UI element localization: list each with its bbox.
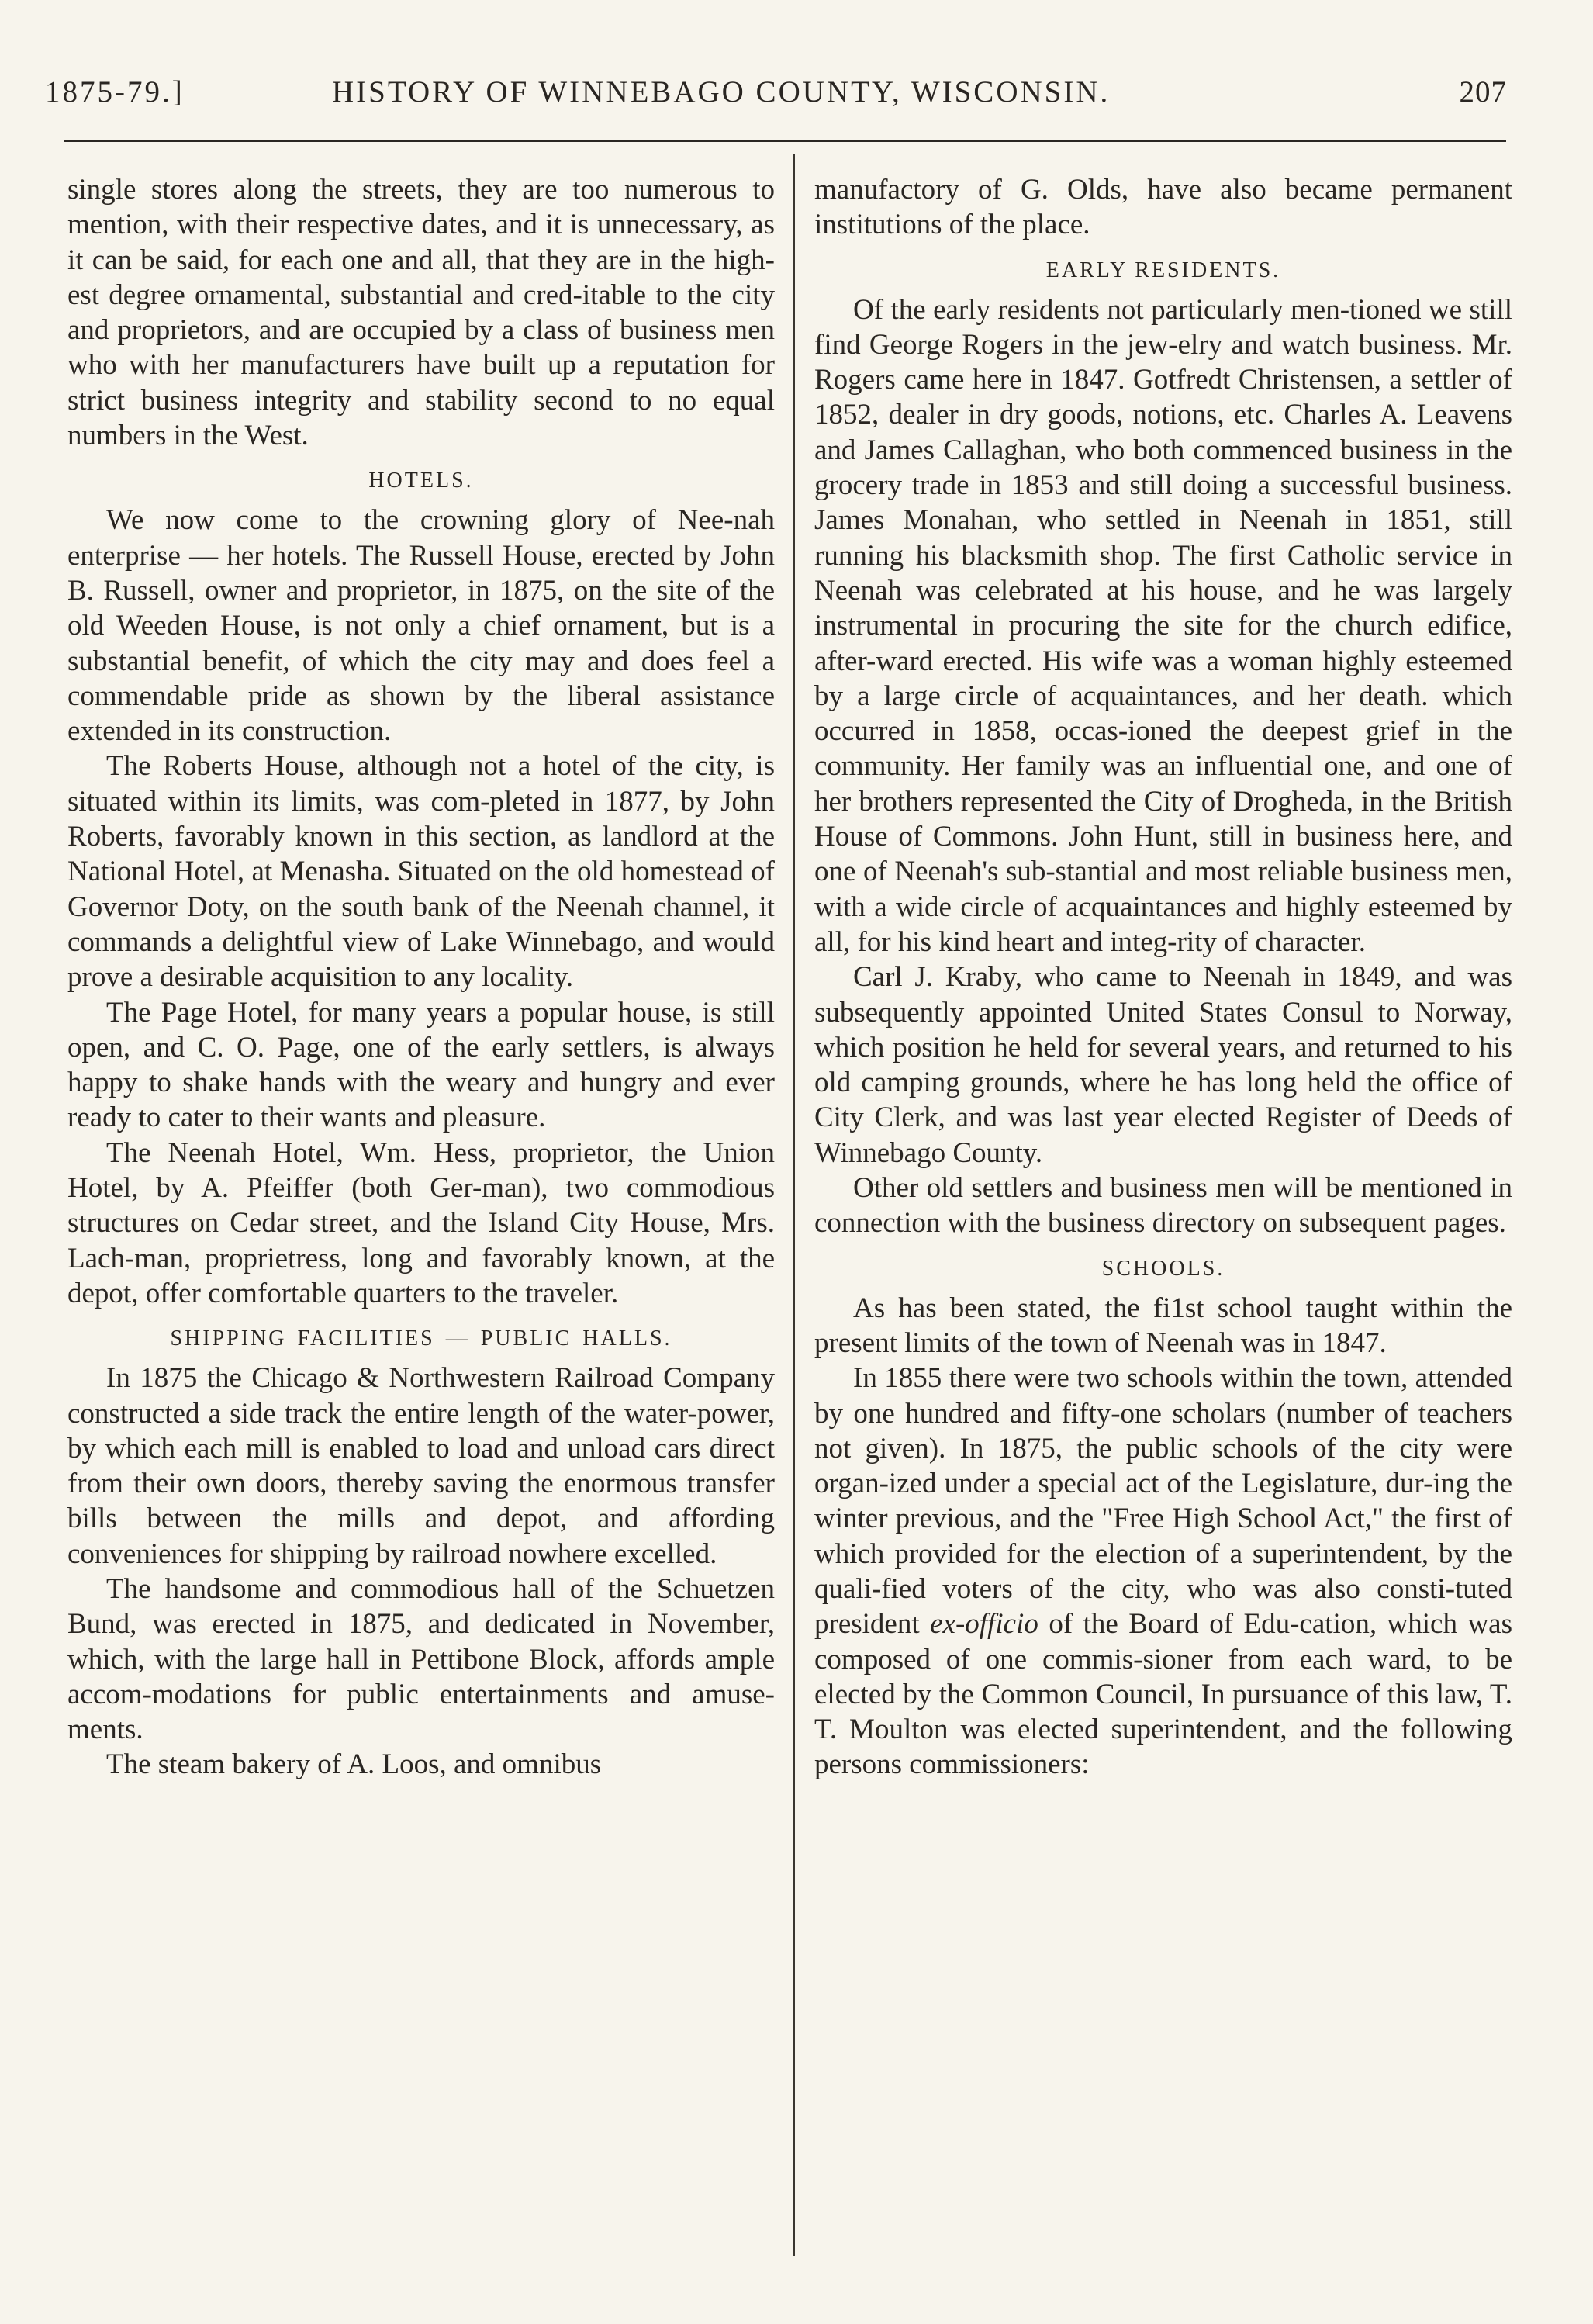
paragraph: The handsome and commodious hall of the Schuetzen Bund, was erected in 1875, and dedicated in November, which, with the large hall in Pettibone Block, affords ample accom-modations for public entertainments and amuse-ments. (67, 1572, 775, 1746)
paragraph: single stores along the streets, they are too numerous to mention, with their respective dates, and it is unnecessary, as it can be said, for each one and all, that they are in the high-est degree ornamental, substantial and cred-itable to the city and proprietors, and are occupied by a class of business men who with her manufacturers have built up a reputation for strict business integrity and stability second to no equal numbers in the West. (67, 174, 775, 452)
paragraph: The Roberts House, although not a hotel of the city, is situated within its limits, was com-pleted in 1877, by John Roberts, favorably known in this section, as landlord at the National Hotel, at Menasha. Situated on the old homestead of Governor Doty, on the south bank of the Neenah channel, it commands a delightful view of Lake Winnebago, and would prove a desirable acquisition to any locality. (67, 750, 775, 994)
paragraph: In 1875 the Chicago & Northwestern Railroad Company constructed a side track the entire length of the water-power, by which each mill is enabled to load and unload cars direct from their own doors, thereby saving the enormous transfer bills between the mills and depot, and affording conveniences for shipping by railroad nowhere excelled. (67, 1362, 775, 1570)
paragraph: The Neenah Hotel, Wm. Hess, proprietor, the Union Hotel, by A. Pfeiffer (both Ger-man), two commodious structures on Cedar street, and the Island City House, Mrs. Lach-man, proprietress, long and favorably known, at the depot, offer comfortable quarters to the traveler. (67, 1136, 775, 1309)
text-run: of the Board of Edu-cation, which was composed of one commis-sioner from each ward, to be elected by the Common Council, In pursuance of this law, T. T. Moulton was elected superintendent, and the following persons commissioners: (814, 1608, 1513, 1781)
section-heading-schools: SCHOOLS. (1101, 1256, 1225, 1281)
text-run: In 1855 there were two schools within the town, attended by one hundred and fifty-one scholars (number of teachers not given). In 1875, the public schools of the city were organ-ized under a special act of the Legislature, dur-ing the winter previous, and the "Free High School Act," the first of which provided for the election of a superintendent, by the quali-fied voters of the city, who was also consti-tuted president (814, 1362, 1512, 1641)
page-header (45, 74, 1515, 121)
column-divider (793, 154, 795, 2256)
left-column (67, 172, 775, 1783)
section-heading-early-residents: EARLY RESIDENTS. (1045, 258, 1281, 282)
section-heading-hotels: HOTELS. (368, 469, 474, 493)
paragraph: Other old settlers and business men will be mentioned in connection with the business directory on subsequent pages. (814, 1172, 1512, 1240)
header-rule (64, 140, 1506, 142)
paragraph: The Page Hotel, for many years a popular house, is still open, and C. O. Page, one of the early settlers, is always happy to shake hands with the weary and hungry and ever ready to cater to their wants and pleasure. (67, 996, 775, 1134)
paragraph: Of the early residents not particularly men-tioned we still find George Rogers in the jew-elry and watch business. Mr. Rogers came here in 1847. Gotfredt Christensen, a settler of 1852, dealer in dry goods, notions, etc. Charles A. Leavens and James Callaghan, who both commenced business in the grocery trade in 1853 and still doing a successful business. James Monahan, who settled in Neenah in 1851, still running his blacksmith shop. The first Catholic service in Neenah was celebrated at his house, and he was largely instrumental in procuring the site for the church edifice, after-ward erected. His wife was a woman highly esteemed by a large circle of acquaintances, and her death. which occurred in 1858, occas-ioned the deepest grief in the community. Her family was an influential one, and one of her brothers represented the City of Drogheda, in the British House of Commons. John Hunt, still in business here, and one of Neenah's sub-stantial and most reliable business men, with a wide circle of acquaintances and highly esteemed by all, for his kind heart and integ-rity of character. (814, 293, 1512, 958)
paragraph: Carl J. Kraby, who came to Neenah in 1849, and was subsequently appointed United States Consul to Norway, which position he held for several years, and returned to his old camping grounds, where he has long held the office of City Clerk, and was last year elected Register of Deeds of Winnebago County. (814, 961, 1512, 1169)
running-title: HISTORY OF WINNEBAGO COUNTY, WISCONSIN. (332, 75, 1111, 109)
paragraph: As has been stated, the fi1st school taught within the present limits of the town of Neenah was in 1847. (814, 1292, 1512, 1359)
section-heading-shipping: SHIPPING FACILITIES — PUBLIC HALLS. (170, 1326, 672, 1351)
paragraph: We now come to the crowning glory of Nee-nah enterprise — her hotels. The Russell House, erected by John B. Russell, owner and proprietor, in 1875, on the site of the old Weeden House, is not only a chief ornament, but is a substantial benefit, of which the city may and does feel a commendable pride as shown by the liberal assistance extended in its construction. (67, 504, 775, 748)
paragraph: manufactory of G. Olds, have also became permanent institutions of the place. (814, 174, 1512, 241)
paragraph (814, 1361, 1512, 1783)
italic-term: ex-officio (930, 1608, 1038, 1641)
paragraph: The steam bakery of A. Loos, and omnibus (106, 1748, 602, 1781)
header-years: 1875-79.] (45, 75, 185, 109)
right-column (814, 172, 1512, 1783)
page-number: 207 (1459, 75, 1507, 109)
